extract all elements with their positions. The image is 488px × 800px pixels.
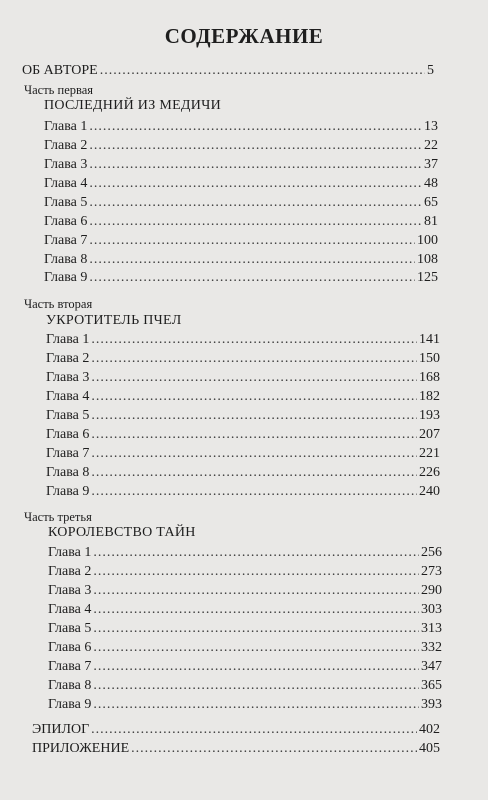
page-title: СОДЕРЖАНИЕ <box>164 24 324 48</box>
entry-page: 37 <box>424 157 438 172</box>
entry-label: Глава 7 <box>48 659 92 674</box>
entry-page: 290 <box>421 583 442 598</box>
toc-entry-chapter[interactable] <box>48 602 442 618</box>
entry-page: 405 <box>419 741 440 756</box>
entry-label: Глава 7 <box>44 233 88 248</box>
entry-page: 65 <box>424 195 438 210</box>
part-title: ПОСЛЕДНИЙ ИЗ МЕДИЧИ <box>44 98 222 113</box>
entry-label: Глава 5 <box>48 621 92 636</box>
dot-leader <box>93 621 419 637</box>
part-label: Часть третья <box>24 510 92 524</box>
entry-label: Глава 4 <box>44 176 88 191</box>
entry-page: 193 <box>419 408 440 423</box>
part-title: КОРОЛЕВСТВО ТАЙН <box>48 525 196 540</box>
toc-entry-chapter[interactable] <box>48 640 442 656</box>
entry-page: 226 <box>419 465 440 480</box>
dot-leader <box>93 697 419 713</box>
entry-page: 150 <box>419 351 440 366</box>
part-label: Часть первая <box>24 83 94 97</box>
entry-label: Глава 5 <box>44 195 88 210</box>
entry-page: 48 <box>424 176 438 191</box>
entry-page: 240 <box>419 484 440 499</box>
entry-page: 100 <box>417 233 438 248</box>
entry-page: 168 <box>419 370 440 385</box>
entry-label: Глава 6 <box>44 214 88 229</box>
dot-leader <box>93 583 419 599</box>
entry-label: Глава 6 <box>48 640 92 655</box>
entry-page: 256 <box>421 545 442 560</box>
toc-entry-chapter[interactable] <box>48 621 442 637</box>
toc-entry-epilogue[interactable] <box>32 722 440 738</box>
entry-label: ОБ АВТОРЕ <box>22 63 98 78</box>
part-title: УКРОТИТЕЛЬ ПЧЕЛ <box>46 313 182 328</box>
entry-label: Глава 9 <box>46 484 90 499</box>
entry-page: 22 <box>424 138 438 153</box>
entry-label: Глава 1 <box>46 332 90 347</box>
dot-leader <box>93 678 419 694</box>
entry-label: Глава 9 <box>44 270 88 285</box>
entry-label: Глава 8 <box>48 678 92 693</box>
entry-page: 207 <box>419 427 440 442</box>
entry-page: 273 <box>421 564 442 579</box>
entry-page: 402 <box>419 722 440 737</box>
entry-page: 347 <box>421 659 442 674</box>
entry-page: 313 <box>421 621 442 636</box>
entry-page: 13 <box>424 119 438 134</box>
toc-entry-chapter[interactable] <box>48 545 442 561</box>
entry-page: 5 <box>427 63 434 78</box>
dot-leader <box>131 741 417 757</box>
toc-entry-chapter[interactable] <box>48 697 442 713</box>
entry-label: Глава 2 <box>48 564 92 579</box>
toc-entry-chapter[interactable] <box>48 583 442 599</box>
entry-label: Глава 2 <box>46 351 90 366</box>
entry-label: Глава 3 <box>44 157 88 172</box>
dot-leader <box>93 659 419 675</box>
entry-label: Глава 4 <box>48 602 92 617</box>
toc-entry-chapter[interactable] <box>48 564 442 580</box>
dot-leader <box>91 722 417 738</box>
entry-page: 125 <box>417 270 438 285</box>
entry-label: Глава 1 <box>48 545 92 560</box>
entry-page: 303 <box>421 602 442 617</box>
entry-label: ЭПИЛОГ <box>32 722 90 737</box>
entry-label: Глава 7 <box>46 446 90 461</box>
dot-leader <box>93 545 419 561</box>
entry-label: Глава 1 <box>44 119 88 134</box>
entry-label: Глава 3 <box>48 583 92 598</box>
toc-entry-appendix[interactable] <box>32 741 440 757</box>
entry-label: Глава 9 <box>48 697 92 712</box>
entry-page: 221 <box>419 446 440 461</box>
toc-entry-chapter[interactable] <box>48 678 442 694</box>
entry-label: ПРИЛОЖЕНИЕ <box>32 741 130 756</box>
entry-page: 81 <box>424 214 438 229</box>
entry-label: Глава 8 <box>44 252 88 267</box>
entry-page: 365 <box>421 678 442 693</box>
entry-label: Глава 4 <box>46 389 90 404</box>
entry-label: Глава 2 <box>44 138 88 153</box>
entry-page: 141 <box>419 332 440 347</box>
entry-page: 393 <box>421 697 442 712</box>
entry-page: 108 <box>417 252 438 267</box>
dot-leader <box>93 640 419 656</box>
entry-label: Глава 8 <box>46 465 90 480</box>
toc-entry-chapter[interactable] <box>48 659 442 675</box>
dot-leader <box>93 602 419 618</box>
entry-label: Глава 6 <box>46 427 90 442</box>
entry-page: 182 <box>419 389 440 404</box>
entry-page: 332 <box>421 640 442 655</box>
dot-leader <box>93 564 419 580</box>
entry-label: Глава 3 <box>46 370 90 385</box>
entry-label: Глава 5 <box>46 408 90 423</box>
part-label: Часть вторая <box>24 297 93 311</box>
